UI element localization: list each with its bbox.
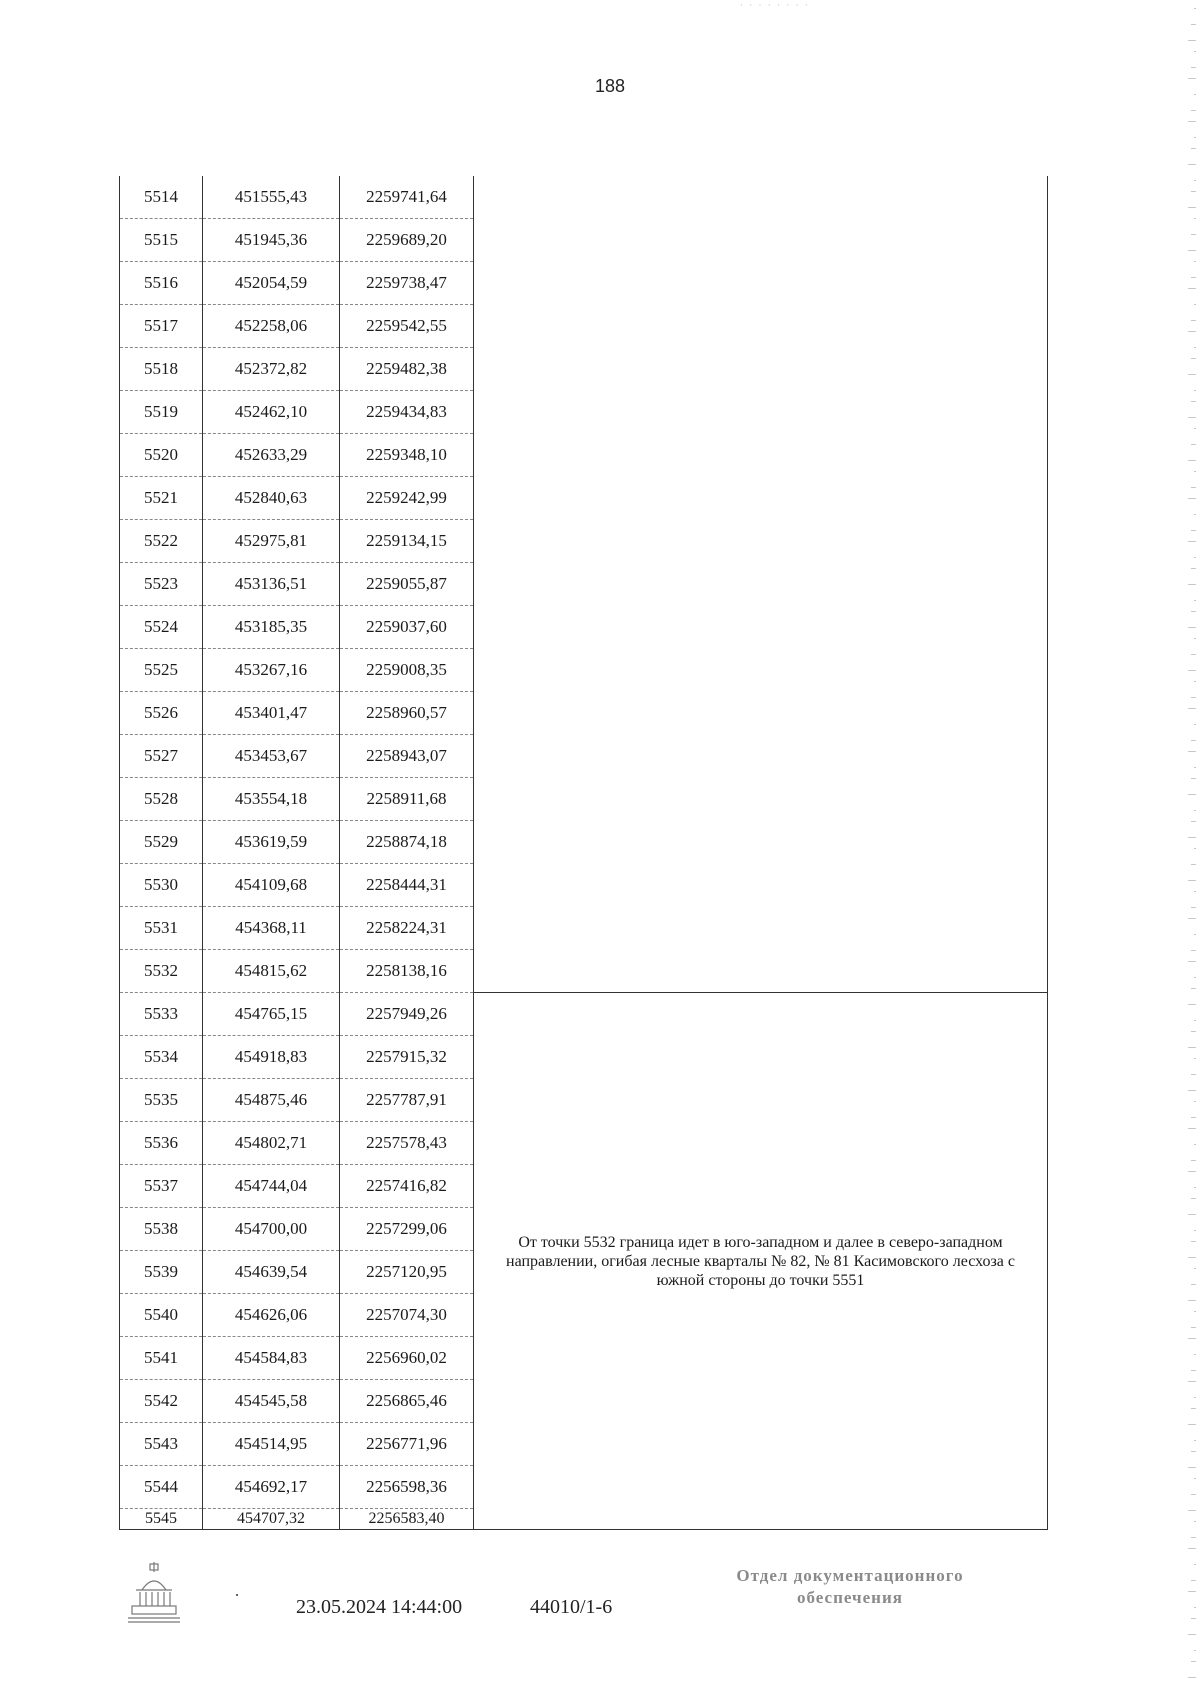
point-number-cell: 5522 — [120, 520, 203, 563]
x-coordinate-cell: 453554,18 — [203, 778, 340, 821]
y-coordinate-cell: 2258960,57 — [340, 692, 474, 735]
point-number-cell: 5527 — [120, 735, 203, 778]
scan-edge-mark — [1194, 1230, 1196, 1231]
table-row — [120, 176, 1048, 219]
table-row — [120, 993, 1048, 1036]
point-number-cell: 5523 — [120, 563, 203, 606]
scan-edge-mark — [1194, 1607, 1196, 1608]
scan-edge-mark — [1188, 40, 1196, 41]
scan-edge-mark — [1194, 681, 1196, 682]
point-number-cell: 5536 — [120, 1122, 203, 1165]
scan-edge-mark — [1191, 148, 1196, 149]
scan-edge-mark — [1191, 697, 1196, 698]
scan-edge-mark — [1194, 1650, 1196, 1651]
y-coordinate-cell: 2257949,26 — [340, 993, 474, 1036]
point-number-cell: 5515 — [120, 219, 203, 262]
point-number-cell: 5525 — [120, 649, 203, 692]
scan-edge-mark — [1194, 514, 1196, 515]
x-coordinate-cell: 452372,82 — [203, 348, 340, 391]
scan-edge-mark — [1191, 1408, 1196, 1409]
scan-edge-mark — [1188, 1548, 1196, 1549]
scan-edge-mark — [1194, 1020, 1196, 1021]
scan-edge-mark — [1191, 821, 1196, 822]
scan-edge-mark — [1191, 401, 1196, 402]
scan-edge-mark — [1194, 1268, 1196, 1269]
scan-edge-mark — [1188, 417, 1196, 418]
scan-edge-mark — [1188, 708, 1196, 709]
scan-edge-mark — [1194, 390, 1196, 391]
scan-edge-mark — [1191, 654, 1196, 655]
x-coordinate-cell: 454815,62 — [203, 950, 340, 993]
y-coordinate-cell: 2258224,31 — [340, 907, 474, 950]
scan-edge-mark — [1188, 1677, 1196, 1678]
scan-edge-mark — [1194, 600, 1196, 601]
point-number-cell: 5543 — [120, 1423, 203, 1466]
scan-edge-mark — [1191, 1074, 1196, 1075]
scan-edge-mark — [1191, 1451, 1196, 1452]
scan-edge-mark — [1188, 1381, 1196, 1382]
y-coordinate-cell: 2256960,02 — [340, 1337, 474, 1380]
point-number-cell: 5517 — [120, 305, 203, 348]
scan-edge-mark — [1194, 1187, 1196, 1188]
scan-dot — [236, 1594, 238, 1596]
x-coordinate-cell: 453136,51 — [203, 563, 340, 606]
scan-edge-mark — [1191, 1327, 1196, 1328]
scan-edge-mark — [1188, 498, 1196, 499]
y-coordinate-cell: 2257120,95 — [340, 1251, 474, 1294]
y-coordinate-cell: 2258911,68 — [340, 778, 474, 821]
scan-edge-mark — [1194, 1354, 1196, 1355]
scan-edge-mark — [1194, 810, 1196, 811]
point-number-cell: 5545 — [120, 1509, 203, 1530]
y-coordinate-cell: 2256598,36 — [340, 1466, 474, 1509]
y-coordinate-cell: 2259242,99 — [340, 477, 474, 520]
x-coordinate-cell: 454707,32 — [203, 1509, 340, 1530]
x-coordinate-cell: 454918,83 — [203, 1036, 340, 1079]
point-number-cell: 5528 — [120, 778, 203, 821]
point-number-cell: 5540 — [120, 1294, 203, 1337]
y-coordinate-cell: 2259055,87 — [340, 563, 474, 606]
scan-edge-mark — [1191, 1537, 1196, 1538]
scan-edge-mark — [1194, 1478, 1196, 1479]
y-coordinate-cell: 2257578,43 — [340, 1122, 474, 1165]
scan-edge-mark — [1188, 918, 1196, 919]
point-number-cell: 5539 — [120, 1251, 203, 1294]
scan-edge-mark — [1191, 988, 1196, 989]
x-coordinate-cell: 453185,35 — [203, 606, 340, 649]
department-stamp — [700, 1565, 1000, 1609]
y-coordinate-cell: 2259008,35 — [340, 649, 474, 692]
scan-edge-mark — [1188, 250, 1196, 251]
x-coordinate-cell: 454368,11 — [203, 907, 340, 950]
scan-edge-mark — [1191, 277, 1196, 278]
scan-edge-mark — [1191, 24, 1196, 25]
point-number-cell: 5526 — [120, 692, 203, 735]
scan-edge-mark — [1188, 670, 1196, 671]
point-number-cell: 5530 — [120, 864, 203, 907]
scan-edge-mark — [1194, 1058, 1196, 1059]
x-coordinate-cell: 454744,04 — [203, 1165, 340, 1208]
y-coordinate-cell: 2256865,46 — [340, 1380, 474, 1423]
scan-edge-mark — [1188, 1047, 1196, 1048]
point-number-cell: 5542 — [120, 1380, 203, 1423]
scan-edge-mark — [1188, 1004, 1196, 1005]
scan-edge-mark — [1188, 751, 1196, 752]
point-number-cell: 5541 — [120, 1337, 203, 1380]
scan-edge-mark — [1188, 961, 1196, 962]
scan-edge-mark — [1191, 444, 1196, 445]
y-coordinate-cell: 2258943,07 — [340, 735, 474, 778]
scan-edge-mark — [1188, 584, 1196, 585]
scan-edge-mark — [1194, 51, 1196, 52]
scan-edge-mark — [1194, 180, 1196, 181]
point-number-cell: 5538 — [120, 1208, 203, 1251]
scan-edge-mark — [1188, 1257, 1196, 1258]
scan-edge-mark — [1188, 1510, 1196, 1511]
scan-edge-mark — [1188, 374, 1196, 375]
scan-edge-mark — [1191, 1160, 1196, 1161]
scan-edge-mark — [1194, 1397, 1196, 1398]
scan-edge-mark — [1191, 740, 1196, 741]
scan-edge-mark — [1191, 1494, 1196, 1495]
scan-edge-mark — [1191, 1241, 1196, 1242]
scan-edge-mark — [1188, 331, 1196, 332]
scan-edge-mark — [1188, 78, 1196, 79]
scan-edge-mark — [1191, 110, 1196, 111]
scan-edge-mark — [1188, 121, 1196, 122]
scan-edge-mark — [1194, 767, 1196, 768]
scan-edge-mark — [1191, 1284, 1196, 1285]
scan-edge-mark — [1194, 137, 1196, 138]
page-number: 188 — [594, 76, 626, 96]
x-coordinate-cell: 454545,58 — [203, 1380, 340, 1423]
point-number-cell: 5534 — [120, 1036, 203, 1079]
x-coordinate-cell: 452840,63 — [203, 477, 340, 520]
x-coordinate-cell: 452633,29 — [203, 434, 340, 477]
scan-edge-mark — [1194, 724, 1196, 725]
y-coordinate-cell: 2257299,06 — [340, 1208, 474, 1251]
stamp-line-2: обеспечения — [797, 1588, 903, 1607]
scan-edge-mark — [1191, 950, 1196, 951]
scan-edge-mark — [1194, 218, 1196, 219]
scan-edge-mark — [1194, 934, 1196, 935]
scan-edge-mark — [1191, 1370, 1196, 1371]
scan-edge-mark — [1188, 541, 1196, 542]
point-number-cell: 5518 — [120, 348, 203, 391]
scan-edge-mark — [1188, 1338, 1196, 1339]
x-coordinate-cell: 454875,46 — [203, 1079, 340, 1122]
scan-edge-mark — [1188, 1467, 1196, 1468]
y-coordinate-cell: 2258138,16 — [340, 950, 474, 993]
scan-edge-mark — [1191, 1661, 1196, 1662]
scan-edge-mark — [1188, 794, 1196, 795]
scan-edge-mark — [1191, 568, 1196, 569]
scan-edge-mark — [1191, 778, 1196, 779]
y-coordinate-cell: 2257915,32 — [340, 1036, 474, 1079]
scan-edge-mark — [1188, 288, 1196, 289]
footer-date: 23.05.2024 14:44:00 — [296, 1596, 463, 1618]
x-coordinate-cell: 454692,17 — [203, 1466, 340, 1509]
scan-edge-mark — [1194, 94, 1196, 95]
scan-edge-mark — [1191, 234, 1196, 235]
scan-edge-mark — [1188, 1214, 1196, 1215]
x-coordinate-cell: 454514,95 — [203, 1423, 340, 1466]
point-number-cell: 5537 — [120, 1165, 203, 1208]
point-number-cell: 5520 — [120, 434, 203, 477]
scan-edge-mark — [1191, 611, 1196, 612]
scan-edge-mark — [1194, 1101, 1196, 1102]
point-number-cell: 5531 — [120, 907, 203, 950]
x-coordinate-cell: 451555,43 — [203, 176, 340, 219]
scan-edge-mark — [1194, 638, 1196, 639]
y-coordinate-cell: 2257787,91 — [340, 1079, 474, 1122]
scan-edge-mark — [1188, 1090, 1196, 1091]
scan-edge-mark — [1194, 1521, 1196, 1522]
point-number-cell: 5516 — [120, 262, 203, 305]
x-coordinate-cell: 453401,47 — [203, 692, 340, 735]
scan-edge-mark — [1188, 1424, 1196, 1425]
x-coordinate-cell: 454765,15 — [203, 993, 340, 1036]
scan-edge-mark — [1194, 471, 1196, 472]
point-number-cell: 5529 — [120, 821, 203, 864]
y-coordinate-cell: 2258874,18 — [340, 821, 474, 864]
x-coordinate-cell: 453453,67 — [203, 735, 340, 778]
footer-document-code: 44010/1-6 — [530, 1596, 613, 1618]
scan-edge-mark — [1194, 848, 1196, 849]
scan-edge-artifact — [1182, 0, 1196, 1695]
stamp-line-1: Отдел документационного — [736, 1566, 964, 1585]
scan-edge-mark — [1191, 1031, 1196, 1032]
y-coordinate-cell: 2259134,15 — [340, 520, 474, 563]
scan-edge-mark — [1191, 1618, 1196, 1619]
scan-edge-mark — [1188, 164, 1196, 165]
scan-edge-mark — [1194, 977, 1196, 978]
scan-edge-mark — [1194, 1440, 1196, 1441]
y-coordinate-cell: 2259689,20 — [340, 219, 474, 262]
y-coordinate-cell: 2259434,83 — [340, 391, 474, 434]
scan-edge-mark — [1188, 207, 1196, 208]
x-coordinate-cell: 452258,06 — [203, 305, 340, 348]
scan-edge-mark — [1191, 358, 1196, 359]
scan-edge-mark — [1188, 1300, 1196, 1301]
x-coordinate-cell: 453619,59 — [203, 821, 340, 864]
scan-edge-mark — [1188, 460, 1196, 461]
scan-edge-mark — [1194, 1564, 1196, 1565]
x-coordinate-cell: 454700,00 — [203, 1208, 340, 1251]
x-coordinate-cell: 454626,06 — [203, 1294, 340, 1337]
scan-edge-mark — [1188, 1591, 1196, 1592]
point-number-cell: 5521 — [120, 477, 203, 520]
scan-edge-mark — [1191, 67, 1196, 68]
scan-edge-mark — [1188, 1128, 1196, 1129]
description-cell-upper — [474, 176, 1048, 993]
y-coordinate-cell: 2256771,96 — [340, 1423, 474, 1466]
scan-edge-mark — [1188, 880, 1196, 881]
scan-edge-mark — [1194, 1311, 1196, 1312]
point-number-cell: 5533 — [120, 993, 203, 1036]
scan-edge-mark — [1191, 320, 1196, 321]
scan-edge-mark — [1194, 8, 1196, 9]
y-coordinate-cell: 2257074,30 — [340, 1294, 474, 1337]
scan-edge-mark — [1191, 530, 1196, 531]
y-coordinate-cell: 2258444,31 — [340, 864, 474, 907]
y-coordinate-cell: 2257416,82 — [340, 1165, 474, 1208]
x-coordinate-cell: 452054,59 — [203, 262, 340, 305]
scan-edge-mark — [1188, 837, 1196, 838]
point-number-cell: 5524 — [120, 606, 203, 649]
x-coordinate-cell: 454639,54 — [203, 1251, 340, 1294]
scan-edge-mark — [1194, 557, 1196, 558]
y-coordinate-cell: 2259741,64 — [340, 176, 474, 219]
scan-edge-mark — [1194, 347, 1196, 348]
scan-edge-mark — [1194, 428, 1196, 429]
y-coordinate-cell: 2259037,60 — [340, 606, 474, 649]
point-number-cell: 5519 — [120, 391, 203, 434]
coordinates-table — [119, 176, 1048, 1530]
scan-edge-mark — [1191, 1580, 1196, 1581]
x-coordinate-cell: 451945,36 — [203, 219, 340, 262]
y-coordinate-cell: 2259542,55 — [340, 305, 474, 348]
point-number-cell: 5532 — [120, 950, 203, 993]
y-coordinate-cell: 2259482,38 — [340, 348, 474, 391]
scan-edge-mark — [1191, 1198, 1196, 1199]
y-coordinate-cell: 2259348,10 — [340, 434, 474, 477]
y-coordinate-cell: 2256583,40 — [340, 1509, 474, 1530]
scan-edge-mark — [1194, 891, 1196, 892]
scan-edge-mark — [1194, 304, 1196, 305]
scan-edge-mark — [1194, 1144, 1196, 1145]
coordinates-table-body — [120, 176, 1048, 1530]
x-coordinate-cell: 453267,16 — [203, 649, 340, 692]
scan-artifact-top: · · · · · · · · — [740, 0, 810, 10]
scan-edge-mark — [1188, 1171, 1196, 1172]
scan-edge-mark — [1191, 907, 1196, 908]
scan-edge-mark — [1188, 1634, 1196, 1635]
scan-edge-mark — [1188, 627, 1196, 628]
x-coordinate-cell: 454109,68 — [203, 864, 340, 907]
x-coordinate-cell: 452462,10 — [203, 391, 340, 434]
y-coordinate-cell: 2259738,47 — [340, 262, 474, 305]
x-coordinate-cell: 452975,81 — [203, 520, 340, 563]
point-number-cell: 5514 — [120, 176, 203, 219]
scan-edge-mark — [1191, 864, 1196, 865]
organization-logo — [126, 1560, 182, 1624]
scan-edge-mark — [1191, 1117, 1196, 1118]
point-number-cell: 5544 — [120, 1466, 203, 1509]
x-coordinate-cell: 454584,83 — [203, 1337, 340, 1380]
x-coordinate-cell: 454802,71 — [203, 1122, 340, 1165]
scan-edge-mark — [1194, 261, 1196, 262]
description-cell-lower: От точки 5532 граница идет в юго-западном и далее в северо-западном направлении, огибая лесные кварталы № 82, № 81 Касимовского лесхоза с южной стороны до точки 5551 — [474, 993, 1048, 1530]
scan-edge-mark — [1191, 191, 1196, 192]
point-number-cell: 5535 — [120, 1079, 203, 1122]
scan-edge-mark — [1191, 487, 1196, 488]
